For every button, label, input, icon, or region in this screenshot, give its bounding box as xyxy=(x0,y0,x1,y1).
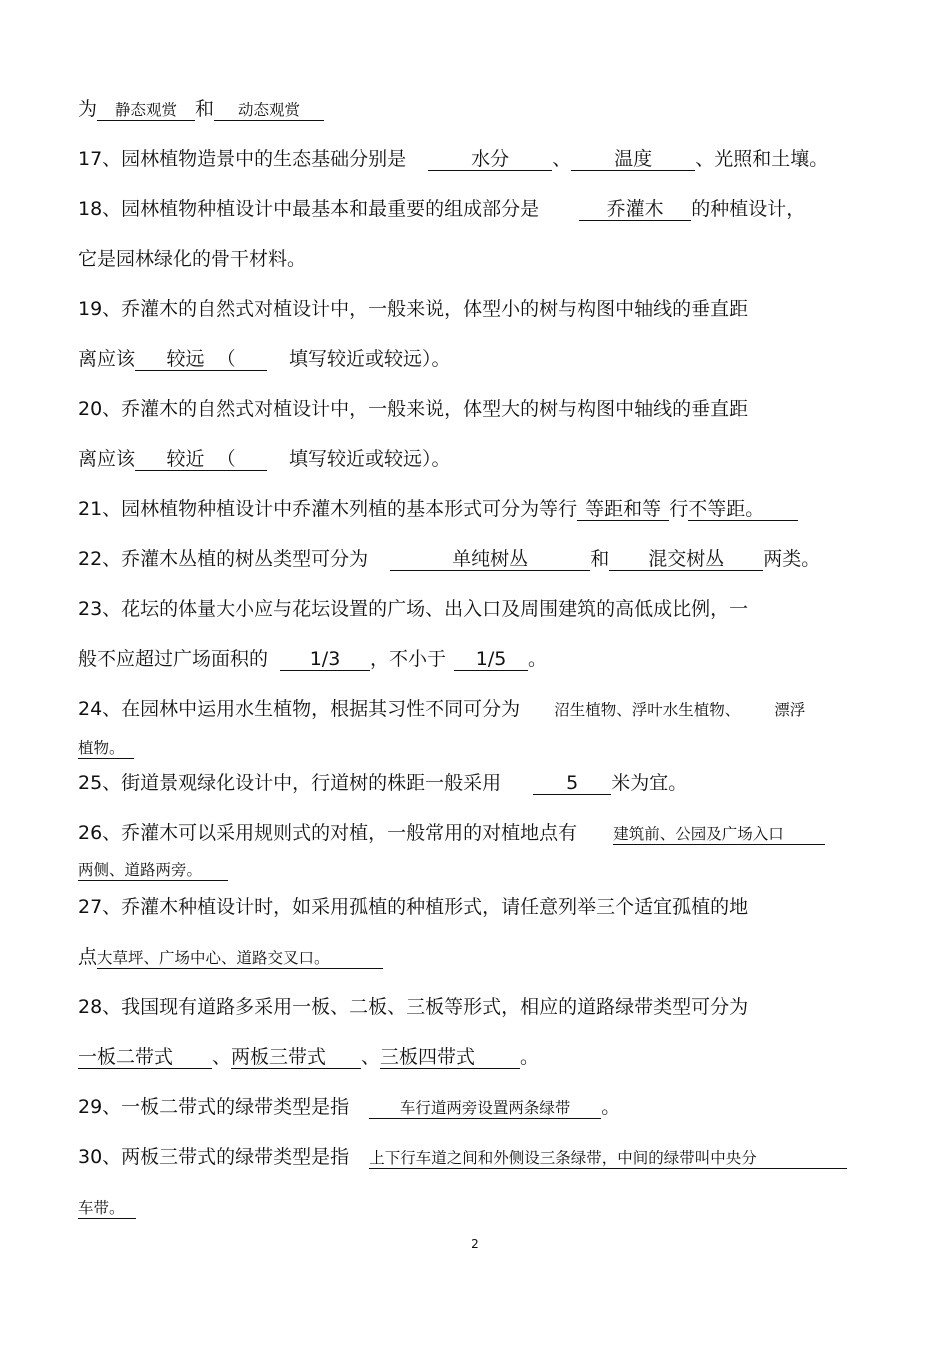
text: 两类。 xyxy=(763,548,821,570)
question-text: 24、在园林中运用水生植物，根据其习性不同可分为 xyxy=(78,698,521,720)
answer-blank: 建筑前、公园及广场入口 xyxy=(613,824,825,845)
question-26 xyxy=(78,820,878,846)
hint-text: 填写较近或较远） xyxy=(289,448,432,470)
answer-blank: 1/3 xyxy=(280,648,370,671)
text: 和 xyxy=(195,98,215,120)
question-text: 26、乔灌木可以采用规则式的对植，一般常用的对植地点有 xyxy=(78,822,578,844)
text: 。 xyxy=(601,1096,621,1118)
question-27-line2 xyxy=(78,944,878,970)
question-text: 28、我国现有道路多采用一板、二板、三板等形式，相应的道路绿带类型可分为 xyxy=(78,996,749,1018)
question-21 xyxy=(78,496,878,522)
question-text: 30、两板三带式的绿带类型是指 xyxy=(78,1146,350,1168)
question-text: 17、园林植物造景中的生态基础分别是 xyxy=(78,148,407,170)
question-text: 19、乔灌木的自然式对植设计中，一般来说，体型小的树与构图中轴线的垂直距 xyxy=(78,298,749,320)
text: 为 xyxy=(78,98,98,120)
question-20 xyxy=(78,396,878,422)
answer-blank: 动态观赏 xyxy=(214,100,324,121)
question-23 xyxy=(78,596,878,622)
question-25 xyxy=(78,770,878,796)
answer-blank: 1/5 xyxy=(454,648,528,671)
text: 般不应超过广场面积的 xyxy=(78,648,269,670)
question-30-line2 xyxy=(78,1194,878,1220)
text: （ xyxy=(216,448,236,470)
question-17 xyxy=(78,146,878,172)
text: 、光照和土壤。 xyxy=(695,148,829,170)
text: 和 xyxy=(590,548,610,570)
text: 离应该 xyxy=(78,448,136,470)
question-text: 21、园林植物种植设计中乔灌木列植的基本形式可分为等行 xyxy=(78,498,578,520)
question-24 xyxy=(78,696,878,723)
question-20-line2 xyxy=(78,446,878,472)
answer-blank: 乔灌木 xyxy=(579,198,691,221)
text: 点 xyxy=(78,946,98,968)
answer-blank: 两板三带式 xyxy=(231,1046,361,1069)
answer-blank: 混交树丛 xyxy=(609,548,763,571)
answer-blank: 两侧、道路两旁。 xyxy=(78,860,228,881)
answer-blank: 上下行车道之间和外侧设三条绿带，中间的绿带叫中央分 xyxy=(369,1148,847,1169)
answer-blank: 静态观赏 xyxy=(97,100,195,121)
question-30 xyxy=(78,1144,878,1170)
answer-text: 漂浮 xyxy=(774,701,806,719)
answer-blank: 水分 xyxy=(428,148,552,171)
answer-blank: 等距和等 xyxy=(577,498,669,521)
page-number: 2 xyxy=(471,1237,479,1251)
text: 的种植设计， xyxy=(691,198,806,220)
question-text: 22、乔灌木丛植的树丛类型可分为 xyxy=(78,548,369,570)
answer-blank: 大草坪、广场中心、道路交叉口。 xyxy=(97,948,383,969)
answer-blank: 三板四带式 xyxy=(380,1046,520,1069)
question-22 xyxy=(78,546,878,572)
question-19 xyxy=(78,296,878,322)
answer-blank: 车行道两旁设置两条绿带 xyxy=(369,1098,601,1119)
question-29 xyxy=(78,1094,878,1120)
answer-blank: 温度 xyxy=(571,148,695,171)
text: 米为宜。 xyxy=(611,772,688,794)
answer-text: 沼生植物、浮叶水生植物、 xyxy=(554,701,741,719)
text: 行 xyxy=(669,498,689,520)
question-19-line2 xyxy=(78,346,878,372)
question-18 xyxy=(78,196,878,222)
answer-blank xyxy=(135,348,267,371)
text: 、 xyxy=(212,1046,232,1068)
question-26-line2 xyxy=(78,856,878,882)
answer-blank xyxy=(135,448,267,471)
question-text: 29、一板二带式的绿带类型是指 xyxy=(78,1096,350,1118)
question-text: 20、乔灌木的自然式对植设计中，一般来说，体型大的树与构图中轴线的垂直距 xyxy=(78,398,749,420)
answer-text: 较近 xyxy=(166,448,205,470)
question-text: 27、乔灌木种植设计时，如采用孤植的种植形式，请任意列举三个适宜孤植的地 xyxy=(78,896,749,918)
answer-blank: 植物。 xyxy=(78,738,134,759)
question-24-line2 xyxy=(78,734,878,760)
hint-text: 填写较近或较远） xyxy=(289,348,432,370)
answer-text: 较远 xyxy=(166,348,205,370)
question-23-line2 xyxy=(78,646,878,672)
answer-blank: 5 xyxy=(533,772,611,795)
answer-blank: 单纯树丛 xyxy=(390,548,590,571)
question-28-line2 xyxy=(78,1044,878,1070)
question-text: 它是园林绿化的骨干材料。 xyxy=(78,248,307,270)
text: 、 xyxy=(552,148,572,170)
text: 。 xyxy=(520,1046,540,1068)
text: 离应该 xyxy=(78,348,136,370)
answer-blank: 一板二带式 xyxy=(78,1046,212,1069)
question-text: 18、园林植物种植设计中最基本和最重要的组成部分是 xyxy=(78,198,540,220)
question-text: 23、花坛的体量大小应与花坛设置的广场、出入口及周围建筑的高低成比例，一 xyxy=(78,598,749,620)
question-text: 25、街道景观绿化设计中，行道树的株距一般采用 xyxy=(78,772,502,794)
question-16-tail xyxy=(78,96,878,122)
text: 。 xyxy=(431,448,451,470)
question-27 xyxy=(78,894,878,920)
text: ，不小于 xyxy=(370,648,447,670)
text: 、 xyxy=(361,1046,381,1068)
text: 。 xyxy=(431,348,451,370)
answer-blank: 车带。 xyxy=(78,1198,136,1219)
text: （ xyxy=(216,348,236,370)
question-18-line2 xyxy=(78,246,878,272)
answer-blank: 不等距。 xyxy=(688,498,798,521)
question-28 xyxy=(78,994,878,1020)
text: 。 xyxy=(528,648,548,670)
